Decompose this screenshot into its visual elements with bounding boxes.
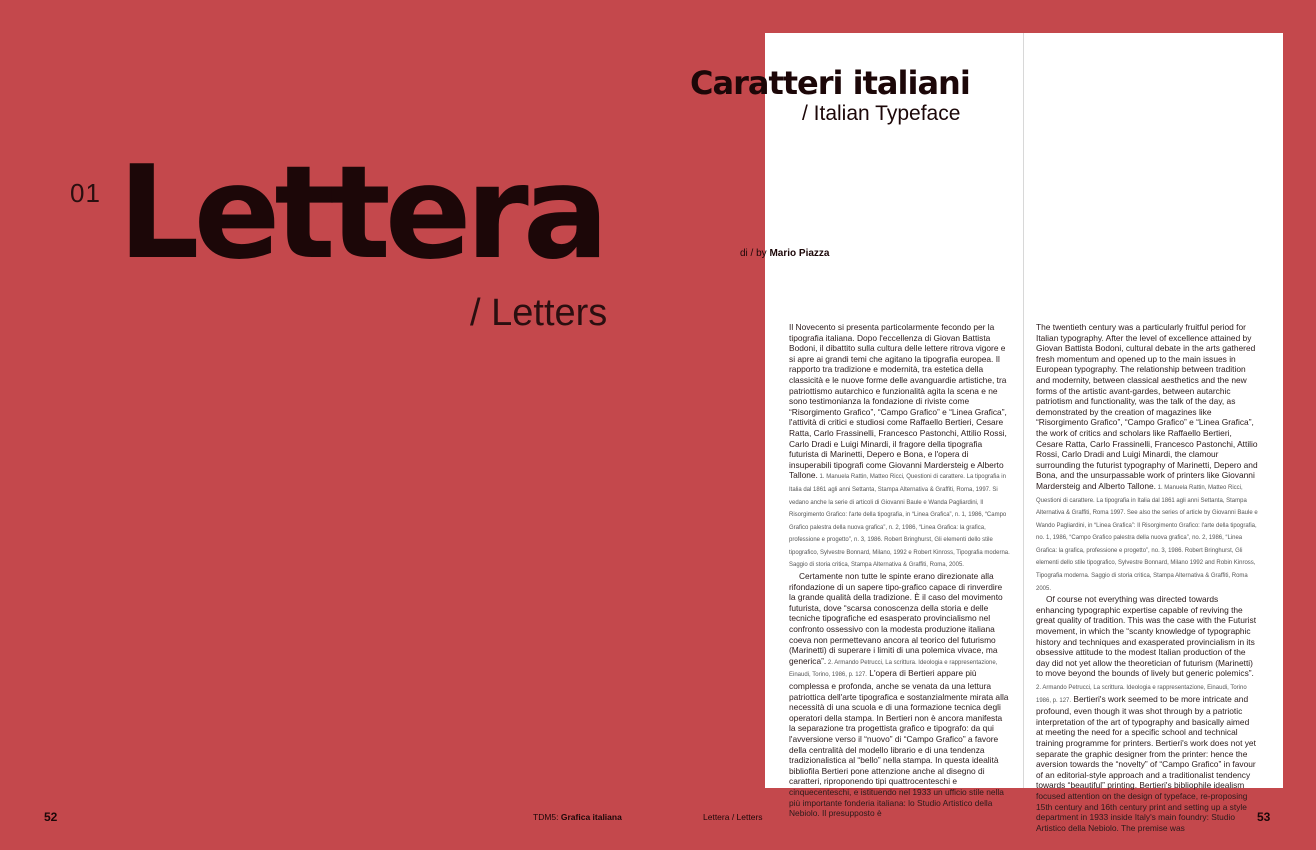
article-subtitle: / Italian Typeface — [802, 102, 961, 125]
english-footnote-2: 2. Armando Petrucci, La scrittura. Ideologia e rappresentazione, Einaudi, Torino 1986, p. 127. — [1036, 685, 1247, 704]
column-divider — [1023, 33, 1024, 788]
english-footnote-1: 1. Manuela Rattin, Matteo Ricci, Questioni di carattere. La tipografia in Italia dal 1861 agli anni Settanta, Stampa Alternativa & Graffiti, Roma 1997. See also the series of article by Giovanni Baule e Wando Pagliardini, in “Linea Grafica”: Il Risorgimento Grafico: l'arte della tipografia, no. 1, 1986, “Campo Grafico palestra della nuova grafica”, no. 2, 1986, “Linea Grafica: la grafica, professione e progetto”, no. 3, 1986. Robert Bringhurst, Gli elementi dello stile tipografico, Sylvestre Bonnard, Milano 1992 and Robin Kinross, Tipografia moderna. Saggio di storia critica, Stampa Alternativa & Graffiti, Roma 2005. — [1036, 484, 1258, 592]
italian-para2: Certamente non tutte le spinte erano direzionate alla rifondazione di un sapere tipo-grafico capace di rinverdire la grande qualità della tradizione. È il caso del movimento futurista, dove “scarsa conoscenza della storia e delle tecniche tipografiche ed esasperato provincialismo nel confronto ossessivo con la modesta produzione italiana coeva non permettevano ancora al teorico del futurismo (Marinetti) di superare i limiti di una polemica vivace, ma generica”. — [789, 571, 1003, 666]
footer-prefix: TDM5: — [533, 812, 561, 822]
english-para1: The twentieth century was a particularly fruitful period for Italian typography. After the level of excellence attained by Giovan Battista Bodoni, cultural debate in the arts gathered fresh momentum and opened up to the main issues in European typography. The relationship between tradition and modernity, between classical aesthetics and the new forms of the artistic avant-gardes, between autarchic patriotism and functionality, was the talk of the day, as demonstrated by the creation of magazines like “Risorgimento Grafico”, “Campo Grafico” e “Linea Grafica”, the work of critics and scholars like Raffaello Bertieri, Cesare Ratta, Carlo Frassinelli, Francesco Pastonchi, Attilio Rossi, Carlo Dradi and Luigi Minardi, the clamour surrounding the futurist typography of Marinetti, Depero and Bona, and the unsurpassable work of printers like Giovanni Mardersteig and Alberto Tallone. — [1036, 322, 1258, 491]
english-paragraph — [1036, 322, 1258, 594]
byline — [740, 248, 830, 259]
chapter-title: Lettera — [118, 139, 604, 288]
chapter-subtitle: / Letters — [470, 292, 608, 334]
english-para2: Of course not everything was directed towards enhancing typographic expertise capable of reviving the great quality of tradition. This was the case with the Futurist movement, in which the “scanty knowledge of typographic history and techniques and exasperated provincialism in its obsessive attitude to the modest Italian production of the day did not yet allow the theoretician of futurism (Marinetti) to move beyond the bounds of lively but generic polemics”. — [1036, 594, 1257, 679]
italian-paragraph — [789, 322, 1011, 571]
italian-para1: Il Novecento si presenta particolarmente fecondo per la tipografia italiana. Dopo l'eccellenza di Giovan Battista Bodoni, il dibattito sulla cultura delle lettere ritrova vigore e si apre ai grandi temi che agitano la tipografia europea. Il rapporto tra tradizione e modernità, tra estetica della classicità e le nuove forme delle avanguardie artistiche, tra patriottismo autarchico e funzionalità agita la scena e ne sono testimonianza la fondazione di riviste come “Risorgimento Grafico”, “Campo Grafico” e “Linea Grafica”, l'attività di critici e studiosi come Raffaello Bertieri, Cesare Ratta, Carlo Frassinelli, Francesco Pastonchi, Attilio Rossi, Carlo Dradi e Luigi Minardi, il fragore della tipografia futurista di Marinetti, Depero e Bona, e l'opera di insuperabili tipografi come Giovanni Mardersteig e Alberto Tallone. — [789, 322, 1007, 481]
italian-text-column — [789, 322, 1011, 819]
article-title: Caratteri italiani — [690, 64, 970, 102]
right-page-number: 53 — [1257, 810, 1271, 824]
magazine-footer — [533, 812, 622, 822]
section-footer: Lettera / Letters — [703, 812, 763, 822]
italian-footnote-2: 2. Armando Petrucci, La scrittura. Ideologia e rappresentazione, Einaudi, Torino, 1986, p. 127. — [789, 659, 998, 679]
chapter-number: 01 — [70, 178, 101, 208]
english-para2b: Bertieri's work seemed to be more intricate and profound, even though it was shot through by a patriotic interpretation of the art of typography and basically aimed at meeting the need for a specific school and technical training programme for printers. Bertieri's work does not yet separate the graphic designer from the printer: hence the aversion towards the “novelty” of “Campo Grafico” in favour of an editorial-style approach and a traditionalist tendency towards “beautiful” printing. Bertieri's bibliophile idealism focused attention on the design of typeface, re-proposing 15th century and 16th century print and setting up a style department in 1933 inside Italy's main foundry: Studio Artistico della Nebiolo. The premise was — [1036, 693, 1256, 833]
byline-prefix: di / by — [740, 248, 770, 259]
left-page-number: 52 — [44, 810, 58, 824]
english-text-column — [1036, 322, 1258, 833]
footer-title: Grafica italiana — [560, 812, 622, 822]
italian-footnote-1: 1. Manuela Rattin, Matteo Ricci, Questioni di carattere. La tipografia in Italia dal 1861 agli anni Settanta, Stampa Alternativa & Graffiti, Roma, 1997. Si vedano anche la serie di articoli di Giovanni Baule e Wanda Pagliardini, Il Risorgimento Grafico: l'arte della tipografia, in “Linea Grafica”, n. 1, 1986, “Campo Grafico palestra della nuova grafica”, n. 2, 1986, “Linea Grafica: la grafica, professione e progetto”, n. 3, 1986. Robert Bringhurst, Gli elementi dello stile tipografico, Sylvestre Bonnard, Milano, 1992 e Robert Kinross, Tipografia moderna. Saggio di storia critica, Stampa Alternativa & Graffiti, Roma, 2005. — [789, 474, 1010, 569]
italian-para2b: L'opera di Bertieri appare più complessa e profonda, anche se venata da una lettura patriottica dell'arte tipografica e sostanzialmente mirata alla necessità di una scuola e di una formazione tecnica degli operatori della stampa. In Bertieri non è ancora manifesta la separazione tra progettista grafico e tipografo: da qui l'avversione verso il “nuovo” di “Campo Grafico” a favore della centralità del modello librario e di una tendenza tradizionalistica al “bello” nella stampa. In questa idealità bibliofila Bertieri pone attenzione anche al disegno di caratteri, riproponendo tipi quattrocenteschi e cinquecenteschi, e istituendo nel 1933 un ufficio stile nella più importante fonderia italiana: lo Studio Artistico della Nebiolo. Il presupposto è — [789, 668, 1009, 819]
italian-paragraph — [789, 571, 1011, 819]
english-paragraph — [1036, 594, 1258, 833]
author-name: Mario Piazza — [769, 248, 830, 259]
